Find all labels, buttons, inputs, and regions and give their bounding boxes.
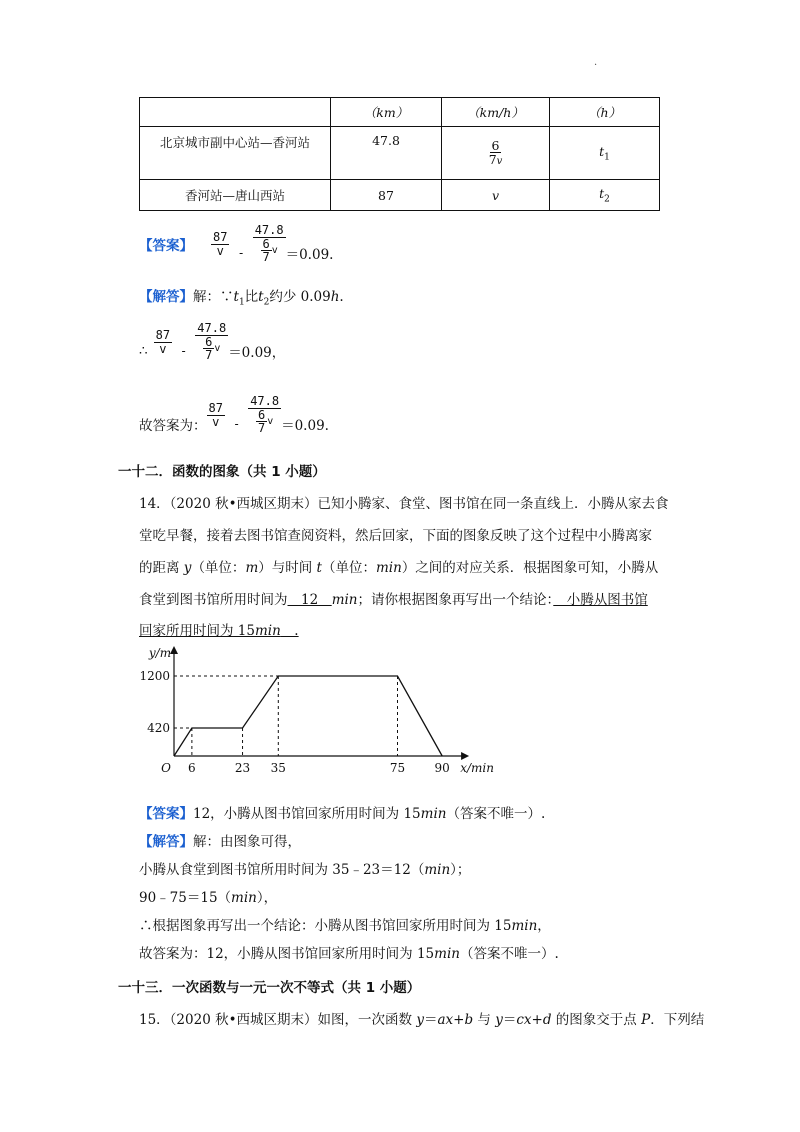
data-table	[139, 97, 660, 211]
answer-blank: 12	[287, 592, 332, 608]
unit-min: min	[511, 918, 538, 934]
answer-tag: 【答案】	[139, 806, 193, 822]
q13-solution-line	[139, 285, 344, 308]
var: ax	[437, 1012, 454, 1028]
q13-final-line	[139, 385, 329, 445]
text: ．下列结	[650, 1012, 705, 1028]
y-axis-arrow	[170, 646, 178, 654]
table-header-row	[140, 98, 660, 127]
q14-solution-line	[139, 886, 277, 906]
t-variable: t	[316, 560, 322, 576]
subscript: 1	[238, 297, 245, 308]
denominator: v	[159, 341, 167, 356]
text: ；请你根据图象再写出一个结论：	[357, 592, 554, 608]
text: 的距离	[139, 560, 184, 576]
q14-line	[139, 556, 658, 576]
x-tick-label: 90	[434, 761, 450, 775]
time-cell	[550, 180, 660, 211]
q14-solution-line	[139, 914, 551, 934]
variable: v	[267, 415, 274, 427]
therefore-sign: ∴	[139, 343, 148, 359]
table-row	[140, 180, 660, 211]
table-row	[140, 127, 660, 180]
y-axis-label: y/m	[148, 646, 172, 660]
variable: v	[271, 244, 278, 256]
unit-min: min	[331, 592, 358, 608]
segment-cell: 香河站—唐山西站	[140, 180, 331, 211]
var: cx	[516, 1012, 532, 1028]
unit-min: min	[420, 806, 447, 822]
q14-solution-line	[139, 830, 301, 850]
unit-min: min	[375, 560, 402, 576]
y-variable: y	[183, 560, 192, 576]
text: ∴根据图象再写出一个结论：小腾从图书馆回家所用时间为 15	[139, 918, 512, 934]
numerator: 47.8	[254, 223, 284, 238]
distance-time-chart	[139, 642, 494, 782]
text: 15．（2020 秋•西城区期末）如图，一次函数	[139, 1012, 417, 1028]
q14-solution-line	[139, 858, 470, 878]
time-subscript: 2	[604, 194, 610, 205]
denominator: v	[216, 243, 224, 258]
unit-min: min	[231, 890, 257, 906]
distance-cell: 87	[331, 180, 442, 211]
speed-cell: v	[442, 180, 550, 211]
fraction-478-over-6-7v	[248, 395, 281, 435]
text: ＝	[423, 1012, 438, 1028]
solution-text: 解：由图象可得，	[193, 834, 301, 850]
text: ）；	[450, 862, 471, 878]
fraction-denominator: 7	[488, 151, 497, 167]
table-header-cell: （km/h）	[442, 98, 550, 127]
minus-sign: -	[232, 417, 241, 431]
minus-sign: -	[180, 344, 188, 358]
numerator: 6	[258, 407, 266, 422]
time-variable: t	[599, 143, 605, 159]
speed-variable: v	[496, 155, 503, 167]
var: d	[542, 1012, 552, 1028]
denominator: 7	[258, 421, 266, 436]
var: y	[416, 1012, 424, 1028]
y-tick-label: 1200	[139, 669, 170, 683]
numerator: 6	[262, 236, 270, 251]
answer-text: （答案不唯一）.	[446, 806, 546, 822]
unit-min: min	[424, 862, 451, 878]
time-cell	[550, 127, 660, 180]
t-variable: t	[233, 289, 239, 305]
q14-line	[139, 588, 648, 608]
text: +	[531, 1012, 543, 1028]
q14-line: 14．（2020 秋•西城区期末）已知小腾家、食堂、图书馆在同一条直线上．小腾从家去食	[139, 496, 669, 512]
subscript: 2	[263, 297, 270, 308]
numerator: 87	[213, 229, 228, 244]
solution-tag: 【解答】	[139, 834, 193, 850]
text: +	[453, 1012, 465, 1028]
time-subscript: 1	[604, 152, 610, 163]
q13-therefore-line	[139, 312, 285, 372]
x-axis-arrow	[461, 752, 469, 760]
x-tick-label: 23	[234, 761, 251, 775]
x-tick-label: 35	[270, 761, 286, 775]
numerator: 47.8	[250, 394, 280, 409]
solution-text: .	[339, 289, 344, 305]
q15-line	[139, 1008, 704, 1028]
text: ）与时间	[258, 560, 317, 576]
section-heading: 一十三．一次函数与一元一次不等式（共 1 小题）	[118, 980, 421, 996]
q14-line: 堂吃早餐，接着去图书馆查阅资料，然后回家，下面的图象反映了这个过程中小腾离家	[139, 528, 652, 544]
origin-label: O	[161, 761, 171, 775]
denominator: v	[212, 414, 220, 429]
text: （单位：	[321, 560, 376, 576]
time-variable: t	[599, 185, 605, 201]
text: 故答案为：12，小腾从图书馆回家所用时间为 15	[139, 946, 435, 962]
solution-tag: 【解答】	[139, 289, 193, 305]
answer-equals: ＝0.09.	[285, 247, 334, 263]
x-tick-label: 75	[389, 761, 406, 775]
fraction-478-over-6-7v	[195, 322, 228, 362]
text: ，	[537, 918, 551, 934]
corner-mark: ·	[594, 60, 598, 71]
segment-cell: 北京城市副中心站—香河站	[140, 127, 331, 180]
text: ）之间的对应关系．根据图象可知，小腾从	[401, 560, 659, 576]
unit-m: m	[245, 560, 259, 576]
minus-sign: -	[237, 246, 245, 260]
t-variable: t	[258, 289, 264, 305]
answer-tag: 【答案】	[139, 238, 193, 254]
table-header-cell: （h）	[550, 98, 660, 127]
fraction-478-over-6-7v	[253, 224, 286, 264]
text: 食堂到图书馆所用时间为	[139, 592, 288, 608]
text: （答案不唯一）.	[459, 946, 559, 962]
solution-text: 约少 0.09	[269, 289, 331, 305]
fraction-87-v	[211, 231, 229, 257]
q13-answer-line	[139, 214, 333, 274]
numerator: 87	[208, 400, 223, 415]
numerator: 47.8	[197, 321, 227, 336]
text: ），	[256, 890, 278, 906]
text: 的图象交于点	[551, 1012, 642, 1028]
q14-solution-line	[139, 942, 559, 962]
section-heading: 一十二．函数的图象（共 1 小题）	[118, 464, 326, 480]
denominator: 7	[262, 250, 270, 265]
final-suffix: ＝0.09.	[281, 418, 329, 434]
fraction-numerator: 6	[491, 137, 500, 153]
unit-min: min	[434, 946, 460, 962]
speed-cell	[442, 127, 550, 180]
answer-blank: 回家所用时间为 15	[139, 623, 255, 639]
denominator: 7	[205, 348, 213, 363]
distance-cell: 47.8	[331, 127, 442, 180]
x-axis-label: x/min	[460, 761, 494, 775]
table-header-cell: （km）	[331, 98, 442, 127]
unit-min: min	[254, 623, 281, 639]
numerator: 6	[205, 334, 213, 349]
fraction-87-v	[207, 402, 225, 428]
hour-unit: h	[330, 289, 340, 305]
text: ＝	[502, 1012, 517, 1028]
table-header-cell	[140, 98, 331, 127]
numerator: 87	[155, 327, 171, 342]
var: b	[464, 1012, 474, 1028]
fraction-87-v	[154, 329, 172, 355]
answer-blank: .	[280, 623, 299, 639]
text: 小腾从食堂到图书馆所用时间为 35﹣23＝12（	[139, 862, 425, 878]
final-prefix: 故答案为：	[139, 418, 207, 434]
speed-fraction	[487, 139, 505, 168]
solution-text: 比	[244, 289, 259, 305]
var: y	[495, 1012, 503, 1028]
distance-line	[174, 676, 442, 756]
answer-blank: 小腾从图书馆	[553, 592, 648, 608]
point-p: P	[641, 1012, 651, 1028]
y-tick-label: 420	[147, 721, 170, 735]
q14-line	[139, 619, 299, 639]
x-tick-label: 6	[188, 761, 196, 775]
text: 90﹣75＝15（	[139, 890, 232, 906]
text: 与	[473, 1012, 496, 1028]
text: （单位：	[191, 560, 246, 576]
q14-answer-line	[139, 802, 545, 822]
answer-text: 12，小腾从图书馆回家所用时间为 15	[193, 806, 421, 822]
equals-text: ＝0.09，	[228, 345, 286, 361]
variable: v	[214, 342, 221, 354]
solution-text: 解：∵	[193, 289, 234, 305]
